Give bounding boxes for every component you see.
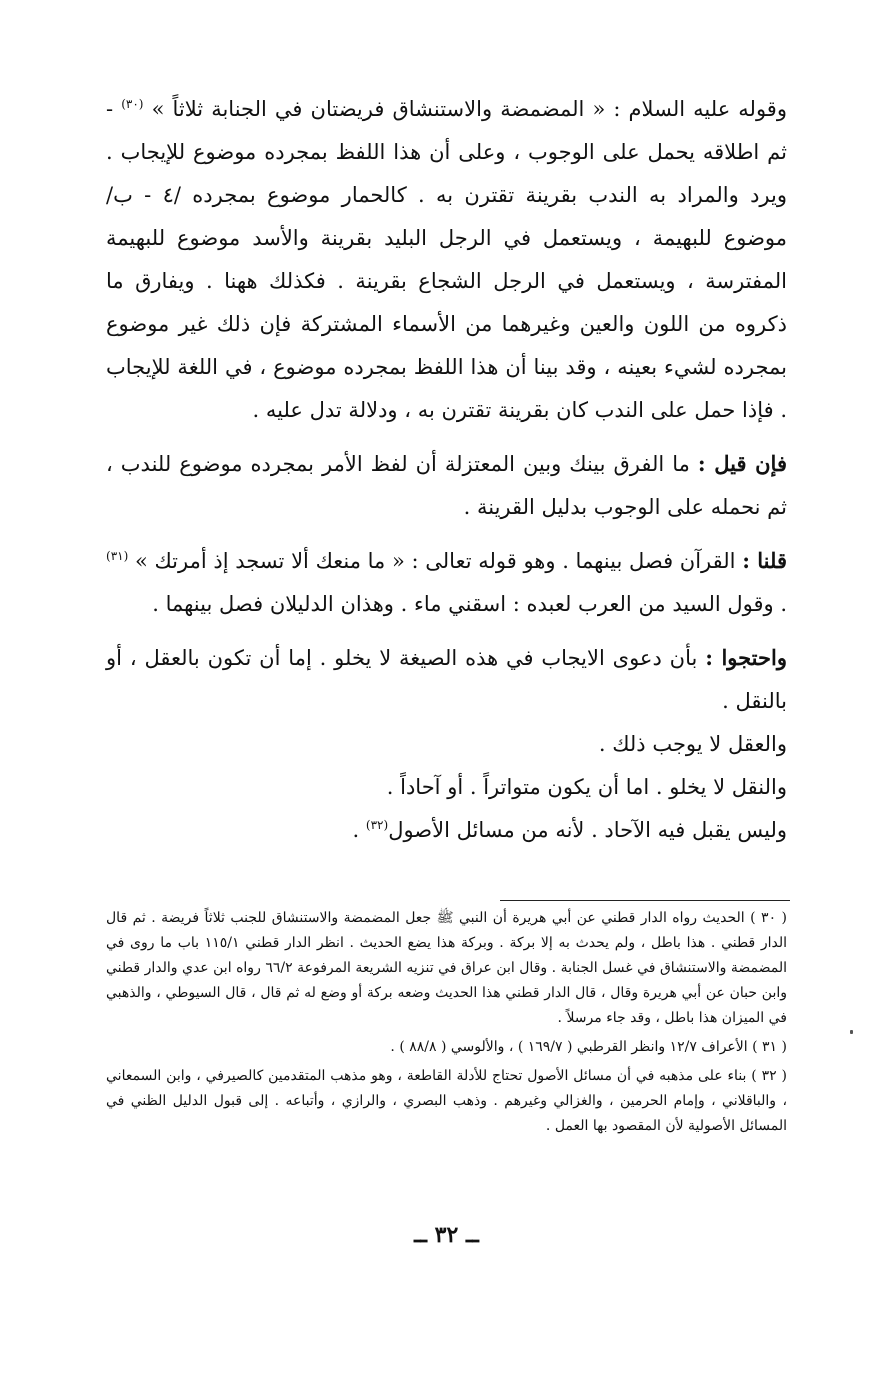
reason-text: والعقل لا يوجب ذلك . [598,732,787,756]
footnotes [106,906,787,1139]
line-transmission [106,766,787,809]
footnote-31: ( ٣١ ) الأعراف ١٢/٧ وانظر القرطبي ( ١٦٩/٧ ) ، والألوسي ( ٨٨/٨ ) . [390,1039,787,1055]
hadith-quote: وقوله عليه السلام : « المضمضة والاستنشاق فريضتان في الجنابة ثلاثاً » [151,97,787,121]
paragraph-objection [106,442,787,529]
reply-text-b: . وقول السيد من العرب لعبده : اسقني ماء . وهذان الدليلان فصل بينهما . [152,592,787,616]
paragraph-reply [106,539,787,626]
argument-body: بأن دعوى الايجاب في هذه الصيغة لا يخلو . إما أن تكون بالعقل ، أو بالنقل . [106,646,787,713]
footnote-ref-32: (٣٢) [365,818,389,832]
objection-text: ما الفرق بينك وبين المعتزلة أن لفظ الأمر بمجرده موضوع للندب ، ثم نحمله على الوجوب بدليل القرينة . [106,452,787,519]
footnote-32: ( ٣٢ ) بناء على مذهبه في أن مسائل الأصول تحتاج للأدلة القاطعة ، وهو مذهب المتقدمين كالصيرفي ، وابن السمعاني ، والباقلاني ، وإمام الحرمين ، والغزالي وغيرهم . وذهب البصري ، والرازي ، وأتباعه . إلى قبول الدليل الظني في المسائل الأصولية لأن المقصود بها العمل . [106,1068,787,1134]
footnote-ref-31: (٣١) [106,549,129,563]
reply-text-a: القرآن فصل بينهما . وهو قوله تعالى : « ما منعك ألا تسجد إذ أمرتك » [134,549,736,573]
main-text [106,88,787,852]
paragraph-argument [106,636,787,723]
footnote-ref-30: (٣٠) [121,97,144,111]
scan-speck [850,1030,853,1034]
page-number: ــ ٣٢ ــ [414,1222,479,1248]
footnote-separator [500,900,790,901]
reply-lead: قلنا : [742,548,787,573]
paragraph-hadith-argument [106,88,787,432]
argument-text: - ثم اطلاقه يحمل على الوجوب ، وعلى أن هذا اللفظ بمجرده موضوع للإيجاب . ويرد والمراد به الندب بقرينة تقترن به . كالحمار موضوع بمجرده /٤ - ب/ موضوع للبهيمة ، ويستعمل في الرجل البليد بقرينة والأسد موضوع للبهيمة المفترسة ، ويستعمل في الرجل الشجاع بقرينة . فكذلك ههنا . ويفارق ما ذكروه من اللون والعين وغيرهما من الأسماء المشتركة فإن ذلك غير موضوع بمجرده لشيء بعينه ، وقد بينا أن هذا اللفظ بمجرده موضوع ، في اللغة للإيجاب . فإذا حمل على الندب كان بقرينة تقترن به ، ودلالة تدل عليه . [106,97,787,422]
line-reason [106,723,787,766]
line-usul [106,809,787,852]
footnote-30: ( ٣٠ ) الحديث رواه الدار قطني عن أبي هريرة أن النبي ﷺ جعل المضمضة والاستنشاق للجنب ثلاثاً فريضة . ثم قال الدار قطني . هذا باطل ، ولم يحدث به إلا بركة . وبركة هذا يضع الحديث . انظر الدار قطني ١١٥/١ باب ما روى في المضمضة والاستنشاق في غسل الجنابة . وقال ابن عراق في تنزيه الشريعة المرفوعة ٦٦/٢ رواه ابن عدي والدار قطني وابن حبان عن أبي هريرة وقال ، قال الدار قطني هذا الحديث وضعه بركة أو وضع له ثم قال ، قال السيوطي ، والذهبي في الميزان هذا باطل ، وقد جاء مرسلاً . [106,910,787,1026]
usul-text: وليس يقبل فيه الآحاد . لأنه من مسائل الأصول [388,818,787,842]
transmission-text: والنقل لا يخلو . اما أن يكون متواتراً . أو آحاداً . [386,775,787,799]
usul-end: . [352,818,360,842]
argument-lead: واحتجوا : [705,645,787,670]
objection-lead: فإن قيل : [697,451,787,476]
